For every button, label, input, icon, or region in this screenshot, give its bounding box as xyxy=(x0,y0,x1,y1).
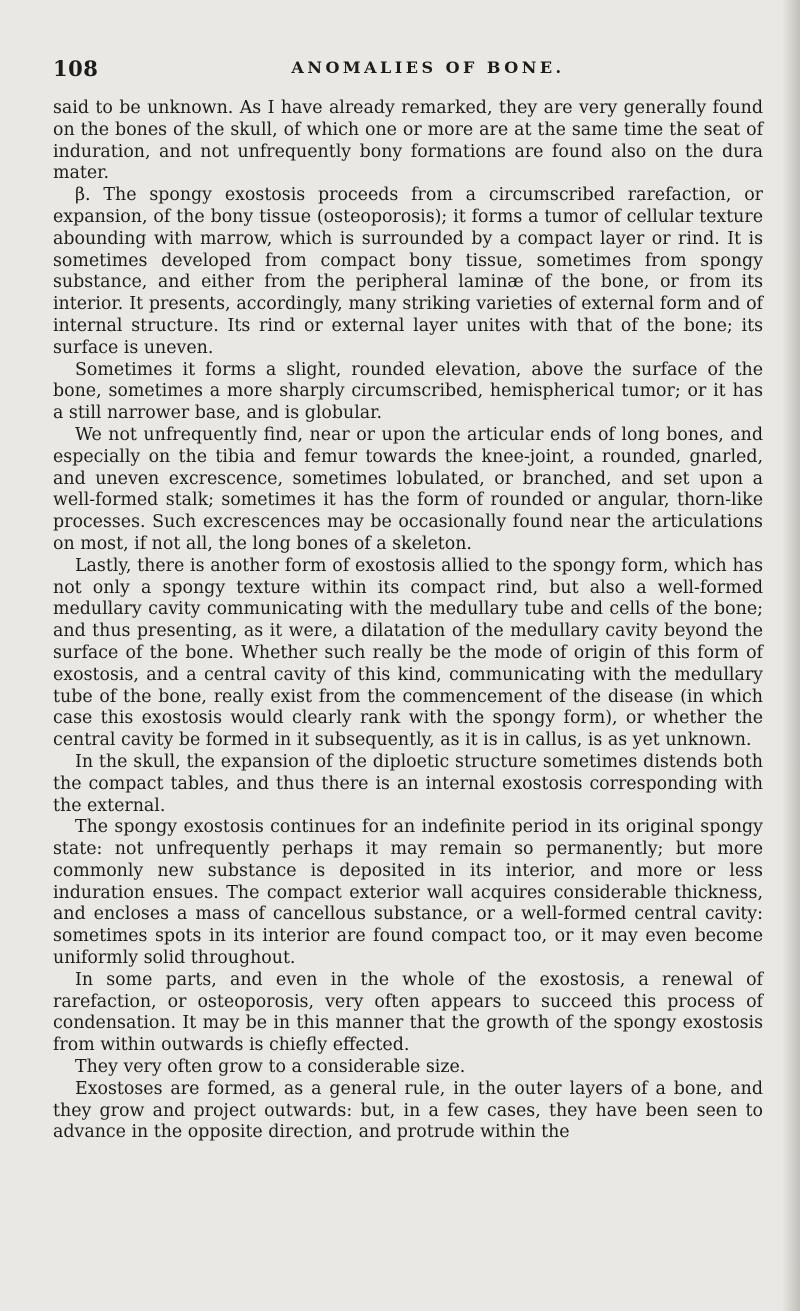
paragraph: We not unfrequently find, near or upon the articular ends of long bones, and especially on the tibia and femur towards the knee-joint, a rounded, gnarled, and uneven excrescence, sometimes lobulated, or branched, and set upon a well-formed stalk; sometimes it has the form of rounded or angular, thorn-like processes. Such excrescences may be occasionally found near the articulations on most, if not all, the long bones of a skeleton. xyxy=(53,424,763,554)
running-head: ANOMALIES OF BONE. xyxy=(291,58,565,77)
paragraph: In the skull, the expansion of the diploetic structure sometimes distends both the compact tables, and thus there is an internal exostosis corresponding with the external. xyxy=(53,751,763,816)
paragraph: The spongy exostosis continues for an indefinite period in its original spongy state: not unfrequently perhaps it may remain so permanently; but more commonly new substance is deposited in its interior, and more or less induration ensues. The compact exterior wall acquires considerable thickness, and encloses a mass of cancellous substance, or a well-formed central cavity: sometimes spots in its interior are found compact too, or it may even become uniformly solid throughout. xyxy=(53,817,763,969)
page-header xyxy=(53,56,763,84)
paragraph: β. The spongy exostosis proceeds from a circumscribed rarefaction, or expansion, of the bony tissue (osteoporosis); it forms a tumor of cellular texture abounding with marrow, which is surrounded by a compact layer or rind. It is sometimes developed from compact bony tissue, sometimes from spongy substance, and either from the peripheral laminæ of the bone, or from its interior. It presents, accordingly, many striking varieties of external form and of internal structure. Its rind or external layer unites with that of the bone; its surface is uneven. xyxy=(53,185,763,358)
paragraph: They very often grow to a considerable size. xyxy=(75,1057,466,1078)
body-text xyxy=(53,98,763,1144)
page-number: 108 xyxy=(53,56,99,81)
paragraph: Lastly, there is another form of exostosis allied to the spongy form, which has not only a spongy texture within its compact rind, but also a well-formed medullary cavity communicating with the medullary tube and cells of the bone; and thus presenting, as it were, a dilatation of the medullary cavity beyond the surface of the bone. Whether such really be the mode of origin of this form of exostosis, and a central cavity of this kind, communicating with the medullary tube of the bone, really exist from the commencement of the disease (in which case this exostosis would clearly rank with the spongy form), or whether the central cavity be formed in it subsequently, as it is in callus, is as yet unknown. xyxy=(53,555,763,751)
paragraph: Sometimes it forms a slight, rounded elevation, above the surface of the bone, sometimes a more sharply circumscribed, hemispherical tumor; or it has a still narrower base, and is globular. xyxy=(53,359,763,424)
paragraph: Exostoses are formed, as a general rule, in the outer layers of a bone, and they grow and project outwards: but, in a few cases, they have been seen to advance in the opposite direction, and protrude within the xyxy=(53,1078,763,1143)
paragraph-continuation: said to be unknown. As I have already remarked, they are very generally found on the bones of the skull, of which one or more are at the same time the seat of induration, and not unfrequently bony formations are found also on the dura mater. xyxy=(53,98,763,184)
page-edge-shadow xyxy=(782,0,800,1311)
paragraph: In some parts, and even in the whole of the exostosis, a renewal of rarefaction, or osteoporosis, very often appears to succeed this process of condensation. It may be in this manner that the growth of the spongy exostosis from within outwards is chiefly effected. xyxy=(53,969,763,1056)
